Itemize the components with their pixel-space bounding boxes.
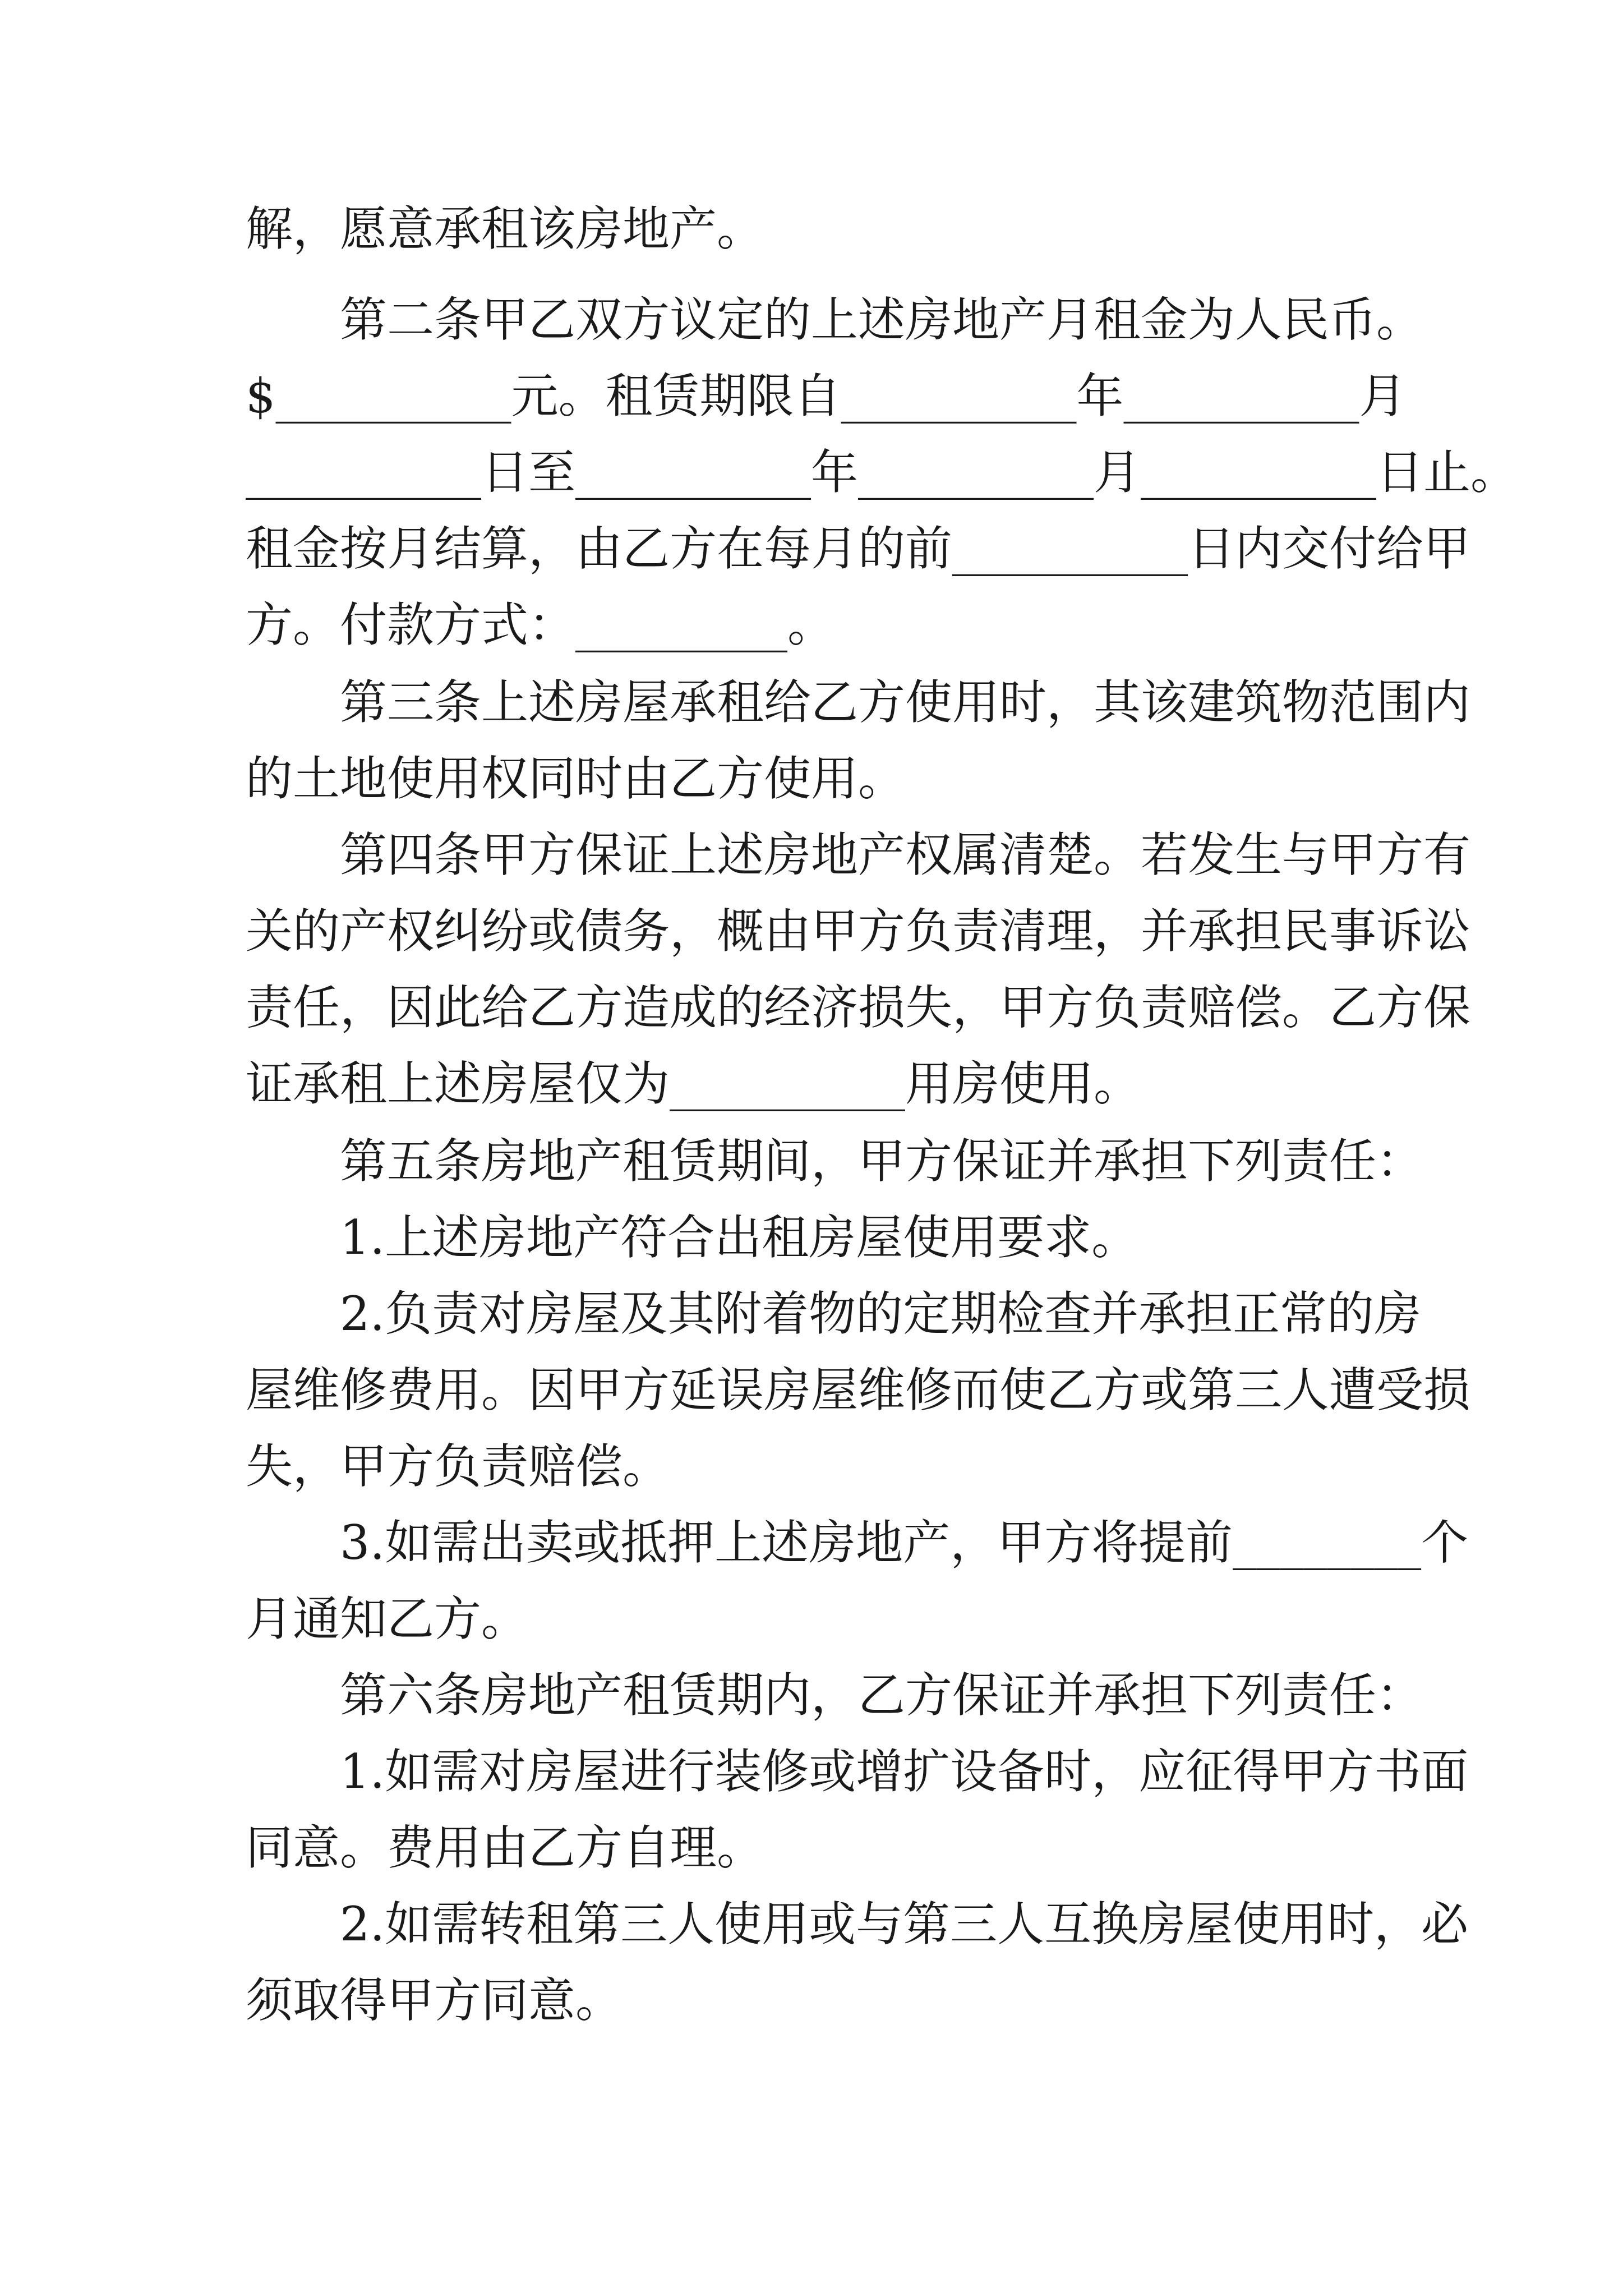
- text-line: 方。付款方式：_________。: [246, 597, 835, 652]
- text-line: __________日至__________年__________月__________日止。: [246, 445, 1518, 500]
- text-line: 第五条房地产租赁期间，甲方保证并承担下列责任：: [340, 1134, 1424, 1189]
- text-line: 1.如需对房屋进行装修或增扩设备时，应征得甲方书面: [340, 1744, 1469, 1799]
- text-line: 屋维修费用。因甲方延误房屋维修而使乙方或第三人遭受损: [246, 1363, 1471, 1418]
- text-line: 租金按月结算，由乙方在每月的前__________日内交付给甲: [246, 521, 1471, 576]
- text-line: 责任，因此给乙方造成的经济损失，甲方负责赔偿。乙方保: [246, 980, 1471, 1035]
- text-line: 1.上述房地产符合出租房屋使用要求。: [340, 1210, 1139, 1265]
- text-line: 2.负责对房屋及其附着物的定期检查并承担正常的房: [340, 1286, 1422, 1341]
- text-line: 第二条甲乙双方议定的上述房地产月租金为人民币。: [340, 292, 1424, 347]
- text-line: 第四条甲方保证上述房地产权属清楚。若发生与甲方有: [340, 827, 1471, 882]
- text-line: 第六条房地产租赁期内，乙方保证并承担下列责任：: [340, 1668, 1424, 1723]
- text-line: 的土地使用权同时由乙方使用。: [246, 751, 906, 806]
- text-line: 证承租上述房屋仅为__________用房使用。: [246, 1056, 1141, 1111]
- text-line: 第三条上述房屋承租给乙方使用时，其该建筑物范围内: [340, 675, 1471, 730]
- text-line: $__________元。租赁期限自__________年__________月: [246, 369, 1407, 424]
- text-line: 关的产权纠纷或债务，概由甲方负责清理，并承担民事诉讼: [246, 904, 1471, 959]
- text-line: 同意。费用由乙方自理。: [246, 1820, 764, 1875]
- text-line: 月通知乙方。: [246, 1591, 529, 1646]
- text-line: 解，愿意承租该房地产。: [246, 201, 764, 256]
- text-line: 3.如需出卖或抵押上述房地产，甲方将提前________个: [340, 1515, 1469, 1570]
- text-line: 须取得甲方同意。: [246, 1973, 623, 2028]
- text-line: 失，甲方负责赔偿。: [246, 1439, 670, 1494]
- text-line: 2.如需转租第三人使用或与第三人互换房屋使用时，必: [340, 1897, 1469, 1952]
